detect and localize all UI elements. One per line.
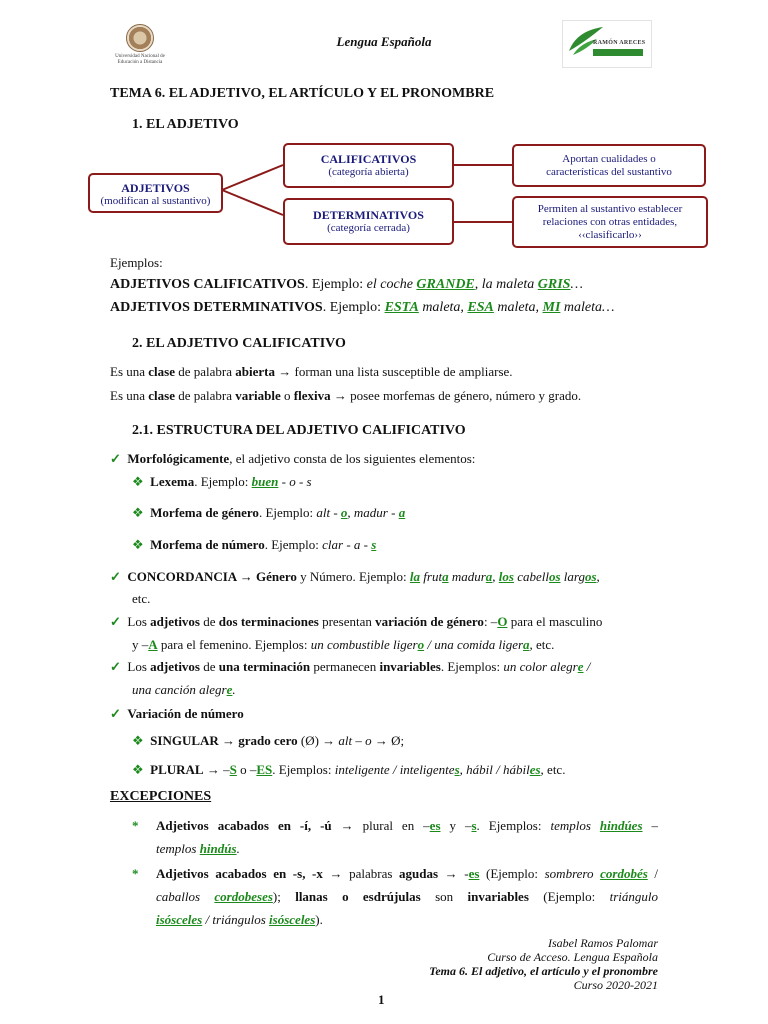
text: . Ejemplo: xyxy=(264,537,323,552)
section-2-heading: 2. EL ADJETIVO CALIFICATIVO xyxy=(132,336,346,351)
highlight: isósceles xyxy=(156,912,203,927)
determinativos-box-subtitle: (categoría cerrada) xyxy=(327,222,410,234)
highlight: o xyxy=(417,637,425,652)
text: para el femenino. Ejemplos: xyxy=(157,637,311,652)
text: cabell xyxy=(513,569,549,584)
highlight: es xyxy=(468,866,480,881)
text: → - xyxy=(438,866,469,881)
diamond-bullet-icon: ❖ xyxy=(132,474,144,489)
text: Es una xyxy=(110,364,149,379)
text: son xyxy=(420,889,468,904)
text: una terminación xyxy=(218,659,311,674)
text: variable xyxy=(235,388,281,403)
text: … xyxy=(570,277,583,292)
dos-terminaciones-item xyxy=(110,614,602,630)
text: triángulo xyxy=(609,889,658,904)
text: Morfema de género xyxy=(150,505,259,520)
text: Morfológicamente xyxy=(127,451,230,466)
text: Es una xyxy=(110,388,149,403)
text: inteligente / inteligente xyxy=(334,762,455,777)
s2-line-1 xyxy=(110,364,513,380)
text: : – xyxy=(483,614,498,629)
text: flexiva xyxy=(293,388,331,403)
text: → forman una lista susceptible de ampliarse. xyxy=(275,364,513,379)
highlight: cordobeses xyxy=(214,889,273,904)
text: maleta, xyxy=(418,300,468,315)
text: , etc. xyxy=(540,762,566,777)
text: permanecen xyxy=(310,659,380,674)
check-icon: ✓ xyxy=(110,569,121,584)
highlight: GRIS xyxy=(537,277,571,292)
footer-year: Curso 2020-2021 xyxy=(573,978,658,992)
text: . Ejemplo: xyxy=(304,277,367,292)
highlight: a xyxy=(398,505,406,520)
text: . xyxy=(232,682,236,697)
text: llanas o esdrújulas xyxy=(295,889,421,904)
text: invariables xyxy=(467,889,529,904)
text: invariables xyxy=(379,659,441,674)
text: PLURAL xyxy=(150,762,204,777)
highlight: hindús xyxy=(199,841,237,856)
highlight: A xyxy=(148,637,158,652)
highlight: a xyxy=(523,637,530,652)
highlight: a xyxy=(485,569,493,584)
text: → Ø; xyxy=(371,733,405,748)
calificativos-box-title: CALIFICATIVOS xyxy=(320,152,417,166)
calificativos-desc-line-1: Aportan cualidades o xyxy=(562,153,656,165)
excepcion-2-line-2 xyxy=(156,889,658,905)
text: templos xyxy=(156,841,200,856)
highlight: MI xyxy=(542,300,561,315)
text: → plural en – xyxy=(331,818,430,833)
text: de xyxy=(200,614,219,629)
calificativos-description-box xyxy=(512,144,706,187)
text: de palabra xyxy=(175,388,236,403)
adjetivos-box xyxy=(88,173,223,213)
text: clar - a - xyxy=(322,537,372,552)
una-terminacion-line-2 xyxy=(132,682,236,698)
determinativos-box xyxy=(283,198,454,245)
text: / xyxy=(583,659,591,674)
text: alt - xyxy=(316,505,341,520)
highlight: GRANDE xyxy=(416,277,475,292)
highlight: a xyxy=(442,569,449,584)
highlight: o xyxy=(340,505,348,520)
highlight: ESA xyxy=(467,300,494,315)
concordancia-item xyxy=(110,569,600,585)
text: (Ø) → xyxy=(297,733,339,748)
document-title: TEMA 6. EL ADJETIVO, EL ARTÍCULO Y EL PRONOMBRE xyxy=(110,86,495,101)
text: , xyxy=(596,569,600,584)
text: para el masculino xyxy=(507,614,603,629)
check-icon: ✓ xyxy=(110,614,121,629)
text: o – xyxy=(236,762,257,777)
examples-calificativos xyxy=(110,277,583,293)
genero-item xyxy=(132,505,405,521)
text: . Ejemplos: xyxy=(476,818,551,833)
highlight: la xyxy=(409,569,421,584)
text: y Número. Ejemplo: xyxy=(296,569,410,584)
highlight: ES xyxy=(256,762,273,777)
text: una canción alegr xyxy=(132,682,227,697)
una-terminacion-item xyxy=(110,659,590,675)
text: , madur - xyxy=(347,505,399,520)
text: y – xyxy=(440,818,472,833)
text: SINGULAR → grado cero xyxy=(150,733,298,748)
text: adjetivos xyxy=(150,614,200,629)
ramon-areces-text: RAMÓN ARECES xyxy=(593,40,646,46)
determinativos-desc-line-1: Permiten al sustantivo establecer xyxy=(537,203,683,215)
star-bullet-icon: * xyxy=(132,818,139,833)
diamond-bullet-icon: ❖ xyxy=(132,733,144,748)
det-label: ADJETIVOS DETERMINATIVOS xyxy=(110,300,323,315)
adjetivos-box-subtitle: (modifican al sustantivo) xyxy=(100,195,211,207)
text: → – xyxy=(203,762,230,777)
text: . xyxy=(236,841,240,856)
dos-terminaciones-line-2 xyxy=(132,637,554,653)
text: , el adjetivo consta de los siguientes elementos: xyxy=(229,451,476,466)
text: – xyxy=(642,818,658,833)
numero-item xyxy=(132,537,376,553)
variacion-numero-item xyxy=(110,706,244,722)
calif-label: ADJETIVOS CALIFICATIVOS xyxy=(110,277,305,292)
footer-topic: Tema 6. El adjetivo, el artículo y el pronombre xyxy=(429,964,658,978)
highlight: S xyxy=(229,762,237,777)
footer-author: Isabel Ramos Palomar xyxy=(548,936,658,950)
text: alt – o xyxy=(338,733,372,748)
determinativos-desc-line-3: ‹‹clasificarlo›› xyxy=(578,229,642,241)
text: maleta… xyxy=(560,300,615,315)
excepcion-2-line-3 xyxy=(156,912,323,928)
highlight: s xyxy=(471,818,477,833)
section-2-1-heading: 2.1. ESTRUCTURA DEL ADJETIVO CALIFICATIVO xyxy=(132,423,466,438)
excepcion-2-line-1 xyxy=(156,866,658,882)
text: larg xyxy=(560,569,585,584)
text: presentan xyxy=(318,614,376,629)
concordancia-etc: etc. xyxy=(132,591,151,606)
star-bullet-icon: * xyxy=(132,866,139,881)
diamond-bullet-icon: ❖ xyxy=(132,505,144,520)
highlight: os xyxy=(548,569,561,584)
diamond-bullet-icon: ❖ xyxy=(132,762,144,777)
highlight: O xyxy=(497,614,508,629)
text: dos terminaciones xyxy=(218,614,319,629)
highlight: hindúes xyxy=(599,818,643,833)
calificativos-desc-line-2: características del sustantivo xyxy=(546,166,672,178)
text: CONCORDANCIA → Género xyxy=(127,569,297,584)
uned-logo-caption: Universidad Nacional de Educación a Distancia xyxy=(115,54,165,65)
text: clase xyxy=(148,388,175,403)
text: Variación de número xyxy=(127,706,244,721)
text: clase xyxy=(148,364,175,379)
text: - o - s xyxy=(278,474,312,489)
morf-item xyxy=(110,451,475,467)
s2-line-2 xyxy=(110,388,581,404)
text: variación de género xyxy=(375,614,484,629)
highlight: e xyxy=(577,659,584,674)
check-icon: ✓ xyxy=(110,451,121,466)
highlight: e xyxy=(226,682,233,697)
singular-item xyxy=(132,733,404,749)
page-number: 1 xyxy=(378,992,385,1007)
calificativos-box-subtitle: (categoría abierta) xyxy=(328,166,409,178)
text: el coche xyxy=(366,277,417,292)
calificativos-box xyxy=(283,143,454,188)
text: templos xyxy=(550,818,600,833)
excepcion-1-line-2 xyxy=(156,841,240,857)
text: frut xyxy=(420,569,443,584)
highlight: s xyxy=(371,537,377,552)
highlight: ESTA xyxy=(384,300,419,315)
text: . Ejemplo: xyxy=(258,505,317,520)
text: / xyxy=(647,866,658,881)
text: . Ejemplos: xyxy=(272,762,335,777)
text: ). xyxy=(315,912,323,927)
highlight: s xyxy=(454,762,460,777)
excepcion-1-line-1 xyxy=(156,818,658,834)
determinativos-description-box xyxy=(512,196,708,248)
excepciones-heading: EXCEPCIONES xyxy=(110,789,212,804)
highlight: es xyxy=(429,818,441,833)
adjetivos-box-title: ADJETIVOS xyxy=(121,181,190,195)
text: adjetivos xyxy=(150,659,200,674)
footer-course: Curso de Acceso. Lengua Española xyxy=(487,950,658,964)
highlight: es xyxy=(529,762,541,777)
determinativos-desc-line-2: relaciones con otras entidades, xyxy=(542,216,678,228)
text: Lexema xyxy=(150,474,195,489)
check-icon: ✓ xyxy=(110,706,121,721)
text: Los xyxy=(127,659,151,674)
text: de xyxy=(200,659,219,674)
highlight: los xyxy=(498,569,514,584)
text: maleta, xyxy=(493,300,543,315)
highlight: isósceles xyxy=(269,912,316,927)
highlight: buen xyxy=(251,474,279,489)
text: abierta xyxy=(235,364,275,379)
text: Adjetivos acabados en -í, -ú xyxy=(156,818,332,833)
text: (Ejemplo: xyxy=(528,889,610,904)
check-icon: ✓ xyxy=(110,659,121,674)
header-title: Lengua Española xyxy=(336,34,432,49)
text: madur xyxy=(448,569,486,584)
text: caballos xyxy=(156,889,215,904)
text: un combustible liger xyxy=(310,637,418,652)
examples-label: Ejemplos: xyxy=(110,255,163,270)
lexema-item xyxy=(132,474,312,490)
text: . Ejemplo: xyxy=(322,300,385,315)
text: Los xyxy=(127,614,151,629)
text: sombrero xyxy=(544,866,601,881)
determinativos-box-title: DETERMINATIVOS xyxy=(313,208,424,222)
text: o xyxy=(280,388,294,403)
text: (Ejemplo: xyxy=(479,866,545,881)
text: / triángulos xyxy=(202,912,270,927)
text: . Ejemplo: xyxy=(194,474,252,489)
text: Adjetivos acabados en -s, -x xyxy=(156,866,323,881)
text: agudas xyxy=(399,866,439,881)
text: Morfema de número xyxy=(150,537,265,552)
text: y – xyxy=(132,637,149,652)
text: . Ejemplos: xyxy=(440,659,504,674)
text: un color alegr xyxy=(503,659,578,674)
text: , hábil / hábil xyxy=(459,762,530,777)
highlight: cordobés xyxy=(600,866,648,881)
highlight: os xyxy=(584,569,597,584)
section-1-heading: 1. EL ADJETIVO xyxy=(132,117,239,132)
text: , xyxy=(492,569,499,584)
text: ); xyxy=(272,889,296,904)
examples-determinativos xyxy=(110,300,614,316)
text: / una comida liger xyxy=(424,637,524,652)
text: → posee morfemas de género, número y grado. xyxy=(330,388,582,403)
text: de palabra xyxy=(175,364,236,379)
diamond-bullet-icon: ❖ xyxy=(132,537,144,552)
text: , etc. xyxy=(529,637,555,652)
text: , la maleta xyxy=(474,277,538,292)
plural-item xyxy=(132,762,565,778)
text: → palabras xyxy=(322,866,400,881)
